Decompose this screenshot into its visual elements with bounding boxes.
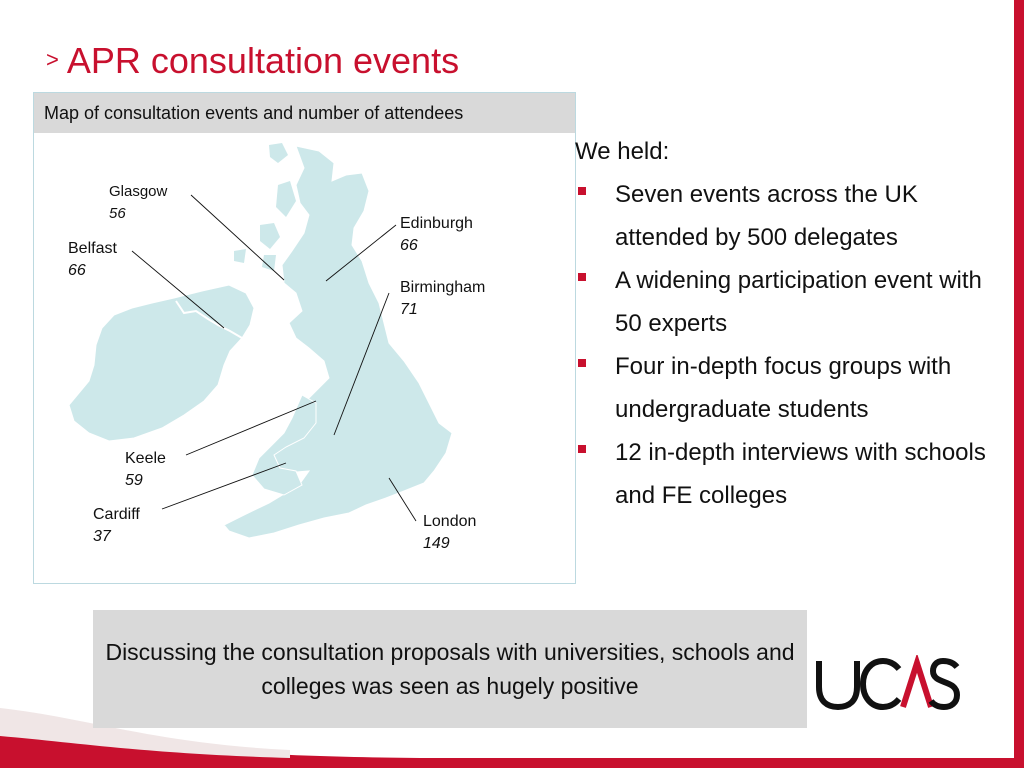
- list-item-text: Four in-depth focus groups with undergraduate students: [615, 353, 952, 423]
- city-attendee-count: 71: [400, 301, 418, 318]
- square-bullet-icon: [578, 445, 586, 453]
- square-bullet-icon: [578, 187, 586, 195]
- list-item: [575, 431, 1005, 517]
- city-attendee-count: 66: [400, 237, 418, 254]
- list-item: [575, 345, 1005, 431]
- island-shape: [260, 223, 280, 249]
- city-name: Edinburgh: [400, 215, 473, 232]
- callout-text: Discussing the consultation proposals with universities, schools and colleges was seen as hugely positive: [105, 639, 795, 699]
- city-label-keele: [125, 448, 166, 492]
- city-name: Keele: [125, 450, 166, 467]
- square-bullet-icon: [578, 359, 586, 367]
- city-label-london: [423, 511, 476, 555]
- city-attendee-count: 149: [423, 535, 450, 552]
- list-item: [575, 259, 1005, 345]
- list-item-text: 12 in-depth interviews with schools and FE colleges: [615, 439, 986, 509]
- events-list: [575, 173, 1005, 517]
- city-label-edinburgh: [400, 213, 473, 257]
- city-name: London: [423, 513, 477, 530]
- city-name: Cardiff: [93, 506, 140, 523]
- city-name: Belfast: [68, 240, 117, 257]
- callout-box: [93, 610, 807, 728]
- map-caption: Map of consultation events and number of attendees: [34, 93, 575, 133]
- ireland-shape: [69, 285, 254, 441]
- slide-title: APR consultation events: [66, 40, 460, 81]
- city-label-birmingham: [400, 277, 485, 321]
- slide-title-row: [46, 40, 459, 82]
- events-intro: We held:: [575, 138, 670, 165]
- city-label-belfast: [68, 238, 117, 282]
- list-item: [575, 173, 1005, 259]
- list-item-text: Seven events across the UK attended by 500 delegates: [615, 181, 918, 251]
- city-name: Birmingham: [400, 279, 486, 296]
- city-name: Glasgow: [109, 183, 168, 200]
- title-chevron-marker: >: [46, 47, 59, 72]
- island-shape: [262, 255, 276, 271]
- city-attendee-count: 56: [109, 205, 126, 222]
- island-shape: [234, 249, 246, 263]
- map-panel: [33, 92, 576, 584]
- list-item-text: A widening participation event with 50 experts: [615, 267, 982, 337]
- city-attendee-count: 59: [125, 472, 143, 489]
- ucas-logo: [815, 655, 961, 711]
- city-attendee-count: 66: [68, 262, 86, 279]
- city-label-cardiff: [93, 504, 140, 548]
- slide-right-border: [1014, 0, 1024, 768]
- events-summary: [575, 130, 1005, 517]
- island-shape: [276, 181, 296, 217]
- city-label-glasgow: [109, 181, 167, 225]
- island-shape: [269, 143, 288, 163]
- square-bullet-icon: [578, 273, 586, 281]
- city-attendee-count: 37: [93, 528, 111, 545]
